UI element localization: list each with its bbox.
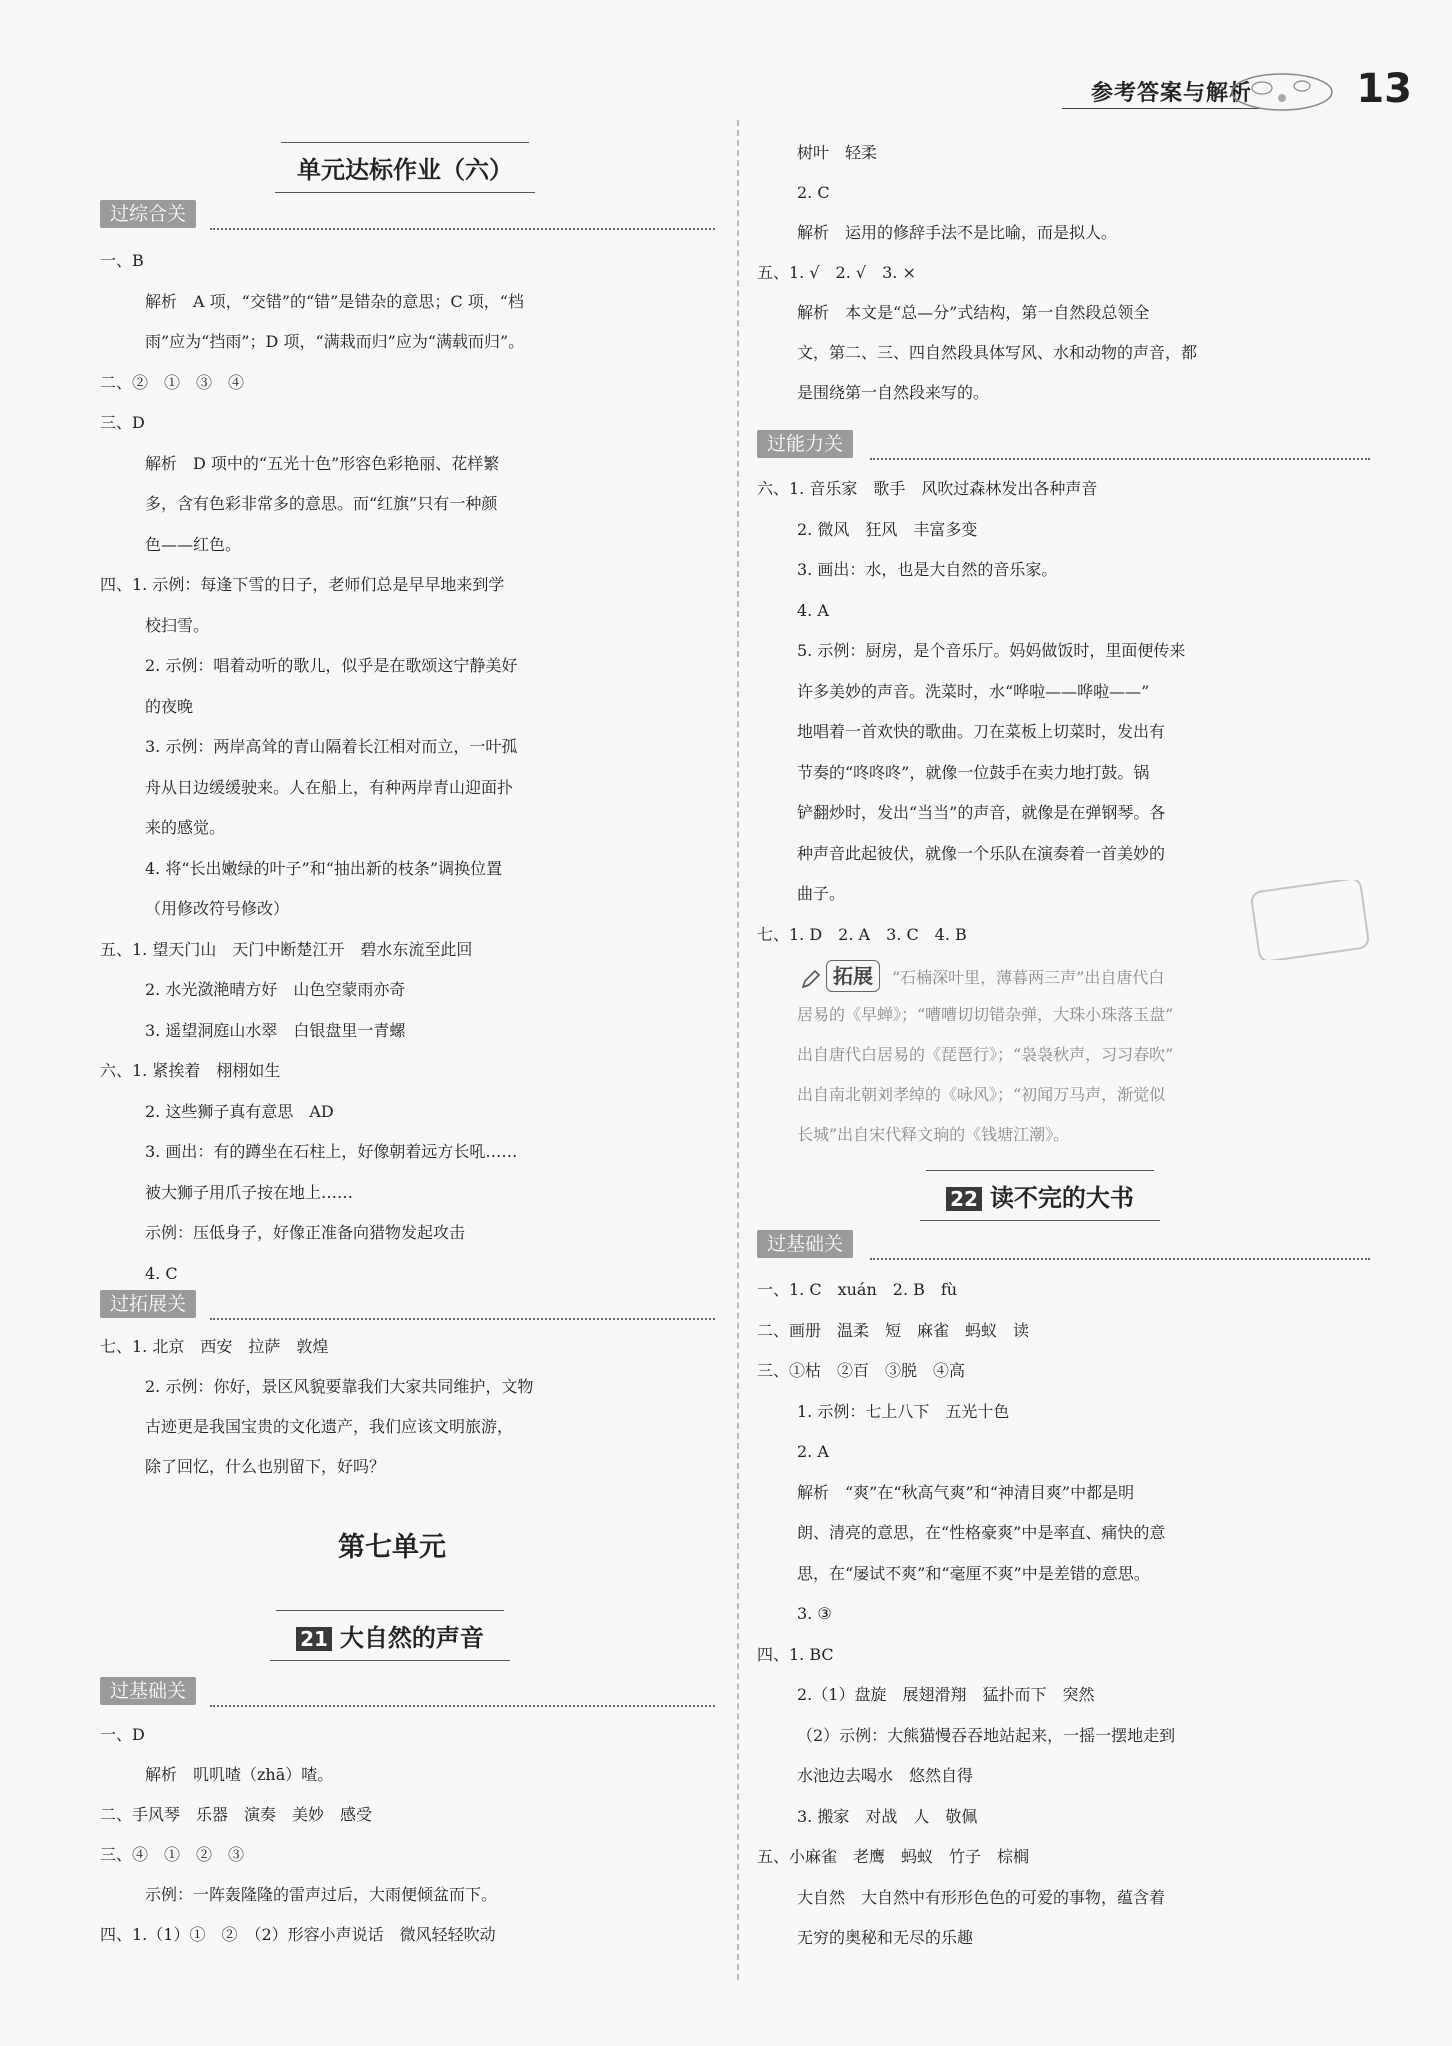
answer-line: 文，第二、三、四自然段具体写风、水和动物的声音，都 — [797, 343, 1198, 362]
answer-line: 二、② ① ③ ④ — [100, 372, 245, 392]
answer-line: 许多美妙的声音。洗菜时，水“哗啦——哗啦——” — [797, 681, 1150, 701]
answer-line: 3. 画出：有的蹲坐在石柱上，好像朝着远方长吼…… — [145, 1142, 518, 1161]
lesson-title: 21 大自然的声音 — [270, 1618, 510, 1653]
answer-line: 五、小麻雀 老鹰 蚂蚁 竹子 棕榈 — [757, 1847, 1030, 1866]
answer-line: 无穷的奥秘和无尽的乐趣 — [797, 1928, 974, 1947]
answer-line: 除了回忆，什么也别留下，好吗？ — [145, 1457, 386, 1476]
answer-line: 三、④ ① ② ③ — [100, 1845, 245, 1864]
lesson-number: 22 — [946, 1187, 982, 1211]
answer-line: 解析 运用的修辞手法不是比喻，而是拟人。 — [797, 223, 1118, 242]
answer-line: 3. 画出：水，也是大自然的音乐家。 — [797, 560, 1058, 579]
answer-line: 解析 本文是“总—分”式结构，第一自然段总领全 — [797, 303, 1150, 322]
answer-line: 雨”应为“挡雨”；D 项，“满栽而归”应为“满载而归”。 — [145, 332, 525, 351]
answer-line: 思，在“屡试不爽”和“毫厘不爽”中是差错的意思。 — [797, 1563, 1150, 1583]
lesson-number: 21 — [296, 1627, 332, 1651]
answer-line: 种声音此起彼伏，就像一个乐队在演奏着一首美妙的 — [797, 843, 1166, 863]
answer-line: 多，含有色彩非常多的意思。而“红旗”只有一种颜 — [145, 494, 498, 513]
answer-line: 解析 叽叽喳（zhā）喳。 — [145, 1765, 334, 1784]
section-dotted-line — [870, 1258, 1370, 1260]
answer-line: 色——红色。 — [145, 534, 242, 554]
extension-text: “石楠深叶里，薄暮两三声”出自唐代白 — [892, 968, 1165, 987]
answer-line: 三、D — [100, 413, 145, 432]
answer-line: 2. 微风 狂风 丰富多变 — [797, 519, 978, 539]
answer-line: 树叶 轻柔 — [797, 143, 878, 162]
answer-line: 水池边去喝水 悠然自得 — [797, 1766, 974, 1785]
section-tag: 过基础关 — [100, 1677, 196, 1705]
answer-line: 2.（1）盘旋 展翅滑翔 猛扑而下 突然 — [797, 1685, 1095, 1704]
cloud-decoration-icon — [1222, 62, 1342, 118]
extension-text: 出自南北朝刘孝绰的《咏风》；“初闻万马声，渐觉似 — [797, 1085, 1166, 1104]
answer-line: 3. 搬家 对战 人 敬佩 — [797, 1806, 978, 1826]
section-dotted-line — [210, 1705, 715, 1707]
extension-note — [800, 960, 1164, 993]
answer-line: 3. 遥望洞庭山水翠 白银盘里一青螺 — [145, 1020, 406, 1040]
answer-line: 4. C — [145, 1263, 178, 1283]
answer-line: 节奏的“咚咚咚”，就像一位鼓手在卖力地打鼓。锅 — [797, 762, 1150, 782]
answer-line: 曲子。 — [797, 884, 846, 903]
answer-line: 大自然 大自然中有形形色色的可爱的事物，蕴含着 — [797, 1887, 1166, 1907]
answer-line: （2）示例：大熊猫慢吞吞地站起来，一摇一摆地走到 — [797, 1725, 1176, 1745]
answer-line: 来的感觉。 — [145, 818, 226, 837]
answer-line: 一、D — [100, 1725, 145, 1744]
answer-line: 三、①枯 ②百 ③脱 ④高 — [757, 1361, 966, 1380]
extension-text: 出自唐代白居易的《琵琶行》；“袅袅秋声，习习春吹” — [797, 1045, 1174, 1064]
lesson-title: 22 读不完的大书 — [920, 1178, 1160, 1213]
pencil-icon — [800, 968, 822, 990]
unit-title: 第七单元 — [338, 1532, 446, 1563]
answer-line: 4. 将“长出嫩绿的叶子”和“抽出新的枝条”调换位置 — [145, 858, 503, 878]
answer-line: 古迹更是我国宝贵的文化遗产，我们应该文明旅游， — [145, 1417, 514, 1436]
answer-line: 六、1. 音乐家 歌手 风吹过森林发出各种声音 — [757, 479, 1098, 498]
answer-line: 五、1. 望天门山 天门中断楚江开 碧水东流至此回 — [100, 939, 473, 959]
answer-line: 二、手风琴 乐器 演奏 美妙 感受 — [100, 1805, 373, 1824]
answer-line: 一、1. C xuán 2. B fù — [757, 1280, 958, 1299]
answer-line: 四、1.（1）① ② （2）形容小声说话 微风轻轻吹动 — [100, 1925, 496, 1944]
section-tag: 过能力关 — [757, 430, 853, 458]
answer-line: 2. 水光潋滟晴方好 山色空蒙雨亦奇 — [145, 980, 406, 999]
column-divider — [737, 120, 739, 1980]
answer-line: 五、1. √ 2. √ 3. × — [757, 263, 916, 282]
answer-line: 六、1. 紧挨着 栩栩如生 — [100, 1061, 281, 1080]
answer-line: 示例：压低身子，好像正准备向猎物发起攻击 — [145, 1223, 466, 1242]
answer-line: 4. A — [797, 600, 829, 620]
answer-line: 示例：一阵轰隆隆的雷声过后，大雨便倾盆而下。 — [145, 1885, 498, 1904]
section-dotted-line — [210, 1318, 715, 1320]
page-header — [992, 58, 1412, 118]
answer-line: 四、1. BC — [757, 1644, 834, 1664]
answer-line: 一、B — [100, 251, 144, 270]
answer-line: 2. 示例：你好，景区风貌要靠我们大家共同维护，文物 — [145, 1377, 534, 1396]
answer-line: 1. 示例：七上八下 五光十色 — [797, 1401, 1010, 1421]
answer-line: 四、1. 示例：每逢下雪的日子，老师们总是早早地来到学 — [100, 575, 505, 594]
answer-line: 的夜晚 — [145, 696, 194, 716]
answer-line: 2. C — [797, 183, 830, 202]
answer-line: 2. 这些狮子真有意思 AD — [145, 1101, 334, 1121]
answer-line: 舟从日边缓缓驶来。人在船上，有种两岸青山迎面扑 — [145, 777, 514, 797]
answer-line: 3. 示例：两岸高耸的青山隔着长江相对而立，一叶孤 — [145, 737, 518, 756]
answer-line: 七、1. D 2. A 3. C 4. B — [757, 924, 967, 944]
section-dotted-line — [870, 458, 1370, 460]
extension-text: 居易的《早蝉》；“嘈嘈切切错杂弹，大珠小珠落玉盘” — [797, 1005, 1174, 1024]
section-dotted-line — [210, 228, 715, 230]
section-tag: 过基础关 — [757, 1230, 853, 1258]
answer-line: 被大狮子用爪子按在地上…… — [145, 1182, 354, 1202]
answer-line: 七、1. 北京 西安 拉萨 敦煌 — [100, 1337, 329, 1356]
section-tag: 过综合关 — [100, 200, 196, 228]
answer-line: 二、画册 温柔 短 麻雀 蚂蚁 读 — [757, 1320, 1030, 1340]
answer-line: 铲翻炒时，发出“当当”的声音，就像是在弹钢琴。各 — [797, 803, 1166, 822]
homework-stamp-icon — [1250, 880, 1370, 960]
answer-line: 是围绕第一自然段来写的。 — [797, 383, 990, 402]
answer-line: 2. 示例：唱着动听的歌儿，似乎是在歌颂这宁静美好 — [145, 656, 518, 675]
answer-line: 2. A — [797, 1442, 829, 1461]
section-tag: 过拓展关 — [100, 1290, 196, 1318]
extension-label: 拓展 — [826, 960, 880, 992]
answer-line: 解析 D 项中的“五光十色”形容色彩艳丽、花样繁 — [145, 453, 500, 473]
answer-line: （用修改符号修改） — [145, 899, 290, 918]
answer-line: 校扫雪。 — [145, 615, 210, 635]
answer-line: 解析 “爽”在“秋高气爽”和“神清目爽”中都是明 — [797, 1482, 1135, 1502]
page-number: 13 — [1356, 66, 1412, 112]
header-title: 参考答案与解析 — [1090, 81, 1252, 106]
answer-line: 解析 A 项，“交错”的“错”是错杂的意思；C 项，“档 — [145, 291, 524, 311]
answer-line: 5. 示例：厨房，是个音乐厅。妈妈做饭时，里面便传来 — [797, 641, 1186, 660]
unit-homework-title: 单元达标作业（六） — [275, 150, 535, 185]
answer-line: 地唱着一首欢快的歌曲。刀在菜板上切菜时，发出有 — [797, 722, 1166, 741]
extension-text: 长城”出自宋代释文珦的《钱塘江潮》。 — [797, 1125, 1070, 1144]
answer-line: 朗、清亮的意思，在“性格豪爽”中是率直、痛快的意 — [797, 1523, 1166, 1542]
answer-line: 3. ③ — [797, 1604, 832, 1623]
